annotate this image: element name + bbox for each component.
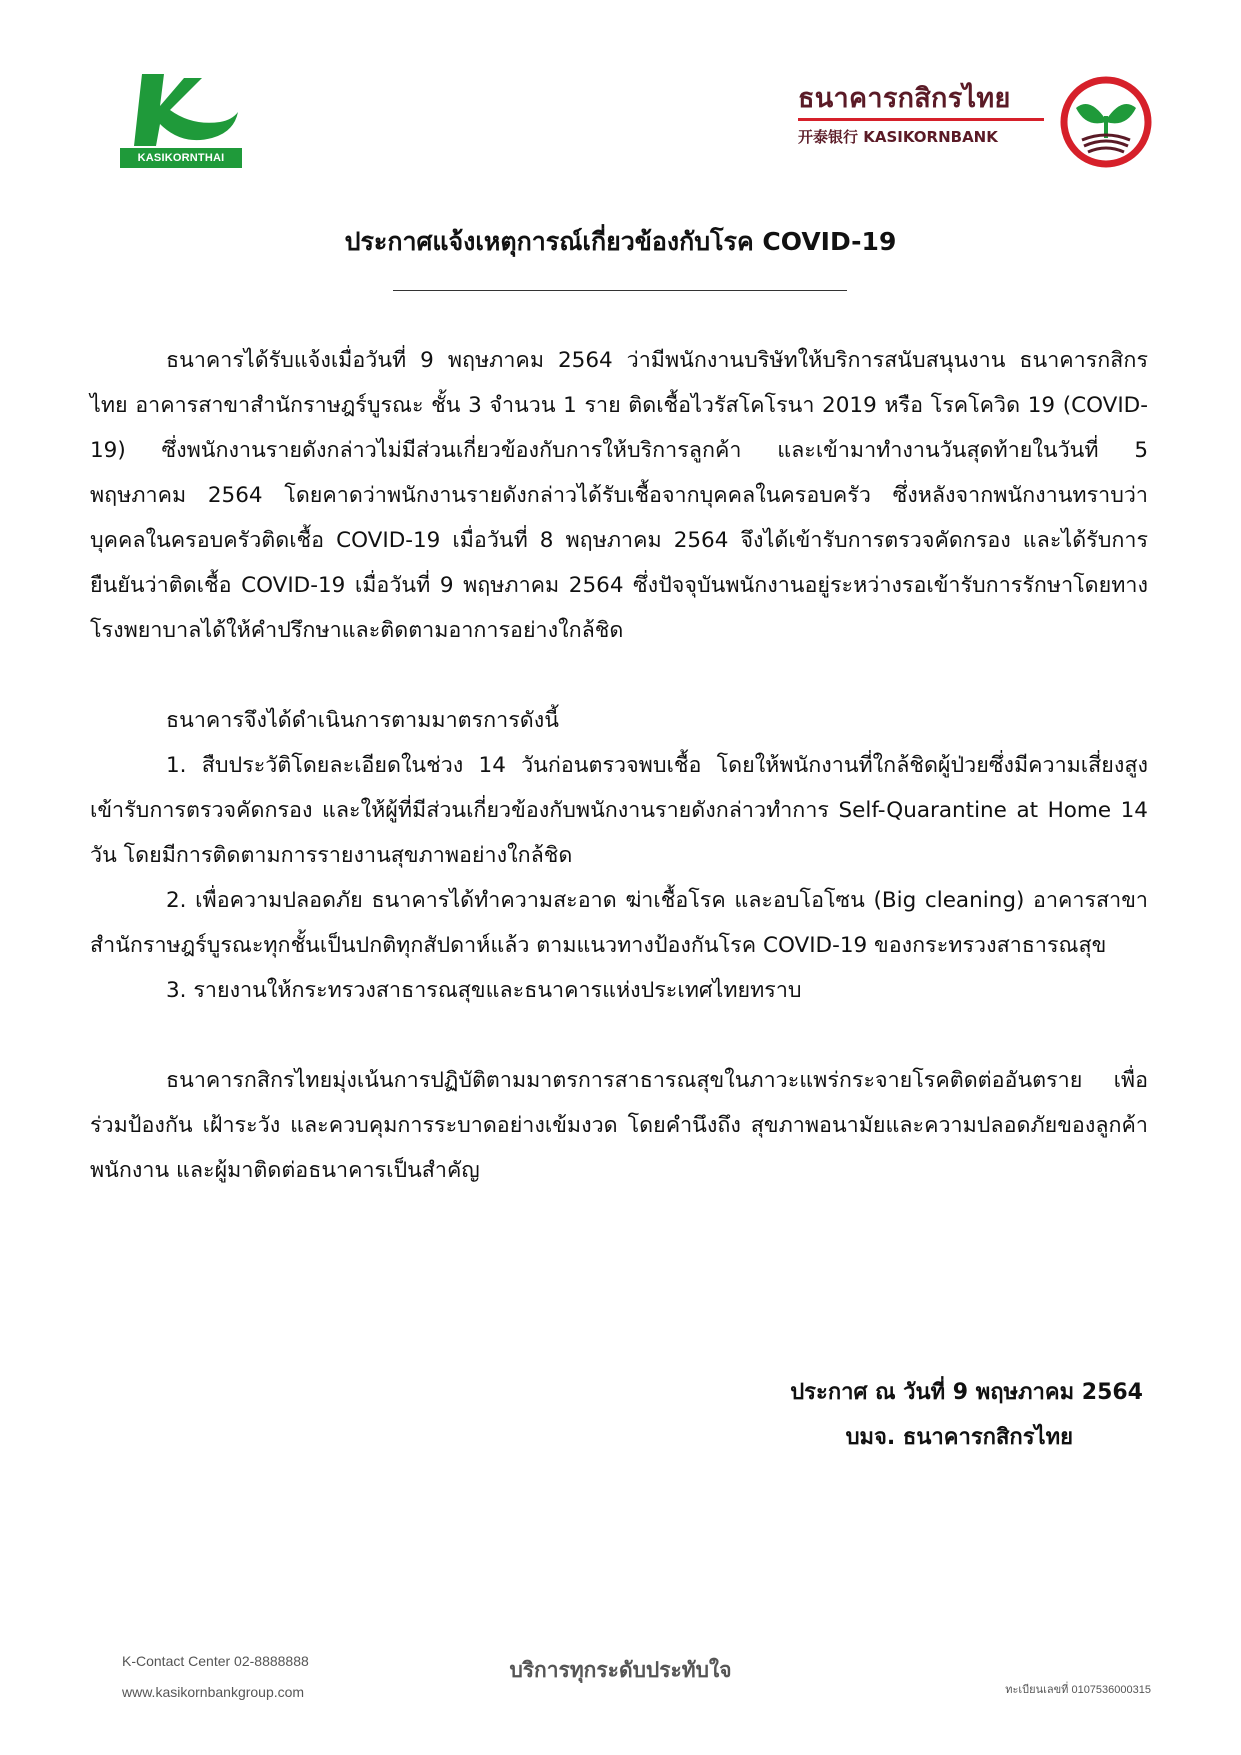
kasikornbank-en-name: 开泰银行 KASIKORNBANK	[798, 128, 998, 146]
kasikornthai-label: KASIKORNTHAI	[120, 148, 242, 168]
kasikornbank-thai-name: ธนาคารกสิกรไทย	[798, 83, 1011, 114]
kasikornthai-k-icon	[120, 72, 246, 148]
wordmark-divider	[798, 118, 1044, 121]
registration-number: ทะเบียนเลขที่ 0107536000315	[1005, 1684, 1151, 1696]
paragraph-closing: ธนาคารกสิกรไทยมุ่งเน้นการปฏิบัติตามมาตรการสาธารณสุขในภาวะแพร่กระจายโรคติดต่ออันตราย เพื่อร่วมป้องกัน เฝ้าระวัง และควบคุมการระบาดอย่างเข้มงวด โดยคำนึงถึง สุขภาพอนามัยและความปลอดภัยของลูกค้า พนักงาน และผู้มาติดต่อธนาคารเป็นสำคัญ	[90, 1068, 1148, 1183]
footer-slogan: บริการทุกระดับประทับใจ	[509, 1658, 732, 1682]
measure-item-1: 1. สืบประวัติโดยละเอียดในช่วง 14 วันก่อนตรวจพบเชื้อ โดยให้พนักงานที่ใกล้ชิดผู้ป่วยซึ่งมีความเสี่ยงสูงเข้ารับการตรวจคัดกรอง และให้ผู้ที่มีส่วนเกี่ยวข้องกับพนักงานรายดังกล่าวทำการ Self-Quarantine at Home 14 วัน โดยมีการติดตามการรายงานสุขภาพอย่างใกล้ชิด	[90, 753, 1148, 868]
sign-organization: บมจ. ธนาคารกสิกรไทย	[845, 1425, 1073, 1450]
signature-block	[790, 1370, 1143, 1460]
kasikornbank-emblem-icon	[1060, 76, 1152, 168]
measure-item-2: 2. เพื่อความปลอดภัย ธนาคารได้ทำความสะอาด ฆ่าเชื้อโรค และอบโอโซน (Big cleaning) อาคารสาขาสำนักราษฎร์บูรณะทุกชั้นเป็นปกติทุกสัปดาห์แล้ว ตามแนวทางป้องกันโรค COVID-19 ของกระทรวงสาธารณสุข	[90, 888, 1148, 958]
kasikornbank-wordmark	[798, 82, 1048, 147]
sign-date: ประกาศ ณ วันที่ 9 พฤษภาคม 2564	[790, 1380, 1143, 1405]
document-body	[90, 338, 1148, 1193]
measure-item-3: 3. รายงานให้กระทรวงสาธารณสุขและธนาคารแห่งประเทศไทยทราบ	[166, 978, 802, 1003]
contact-center: K-Contact Center 02-8888888	[122, 1653, 309, 1669]
document-title: ประกาศแจ้งเหตุการณ์เกี่ยวข้องกับโรค COVID-19	[344, 227, 897, 256]
measures-intro: ธนาคารจึงได้ดำเนินการตามมาตรการดังนี้	[166, 708, 559, 733]
paragraph-incident: ธนาคารได้รับแจ้งเมื่อวันที่ 9 พฤษภาคม 2564 ว่ามีพนักงานบริษัทให้บริการสนับสนุนงาน ธนาคารกสิกรไทย อาคารสาขาสำนักราษฎร์บูรณะ ชั้น 3 จำนวน 1 ราย ติดเชื้อไวรัสโคโรนา 2019 หรือ โรคโควิด 19 (COVID-19) ซึ่งพนักงานรายดังกล่าวไม่มีส่วนเกี่ยวข้องกับการให้บริการลูกค้า และเข้ามาทำงานวันสุดท้ายในวันที่ 5 พฤษภาคม 2564 โดยคาดว่าพนักงานรายดังกล่าวได้รับเชื้อจากบุคคลในครอบครัว ซึ่งหลังจากพนักงานทราบว่าบุคคลในครอบครัวติดเชื้อ COVID-19 เมื่อวันที่ 8 พฤษภาคม 2564 จึงได้เข้ารับการตรวจคัดกรอง และได้รับการยืนยันว่าติดเชื้อ COVID-19 เมื่อวันที่ 9 พฤษภาคม 2564 ซึ่งปัจจุบันพนักงานอยู่ระหว่างรอเข้ารับการรักษาโดยทางโรงพยาบาลได้ให้คำปรึกษาและติดตามอาการอย่างใกล้ชิด	[90, 348, 1148, 643]
kasikornthai-logo	[120, 72, 246, 172]
website-link[interactable]: www.kasikornbankgroup.com	[122, 1684, 305, 1700]
title-underline	[393, 290, 847, 291]
